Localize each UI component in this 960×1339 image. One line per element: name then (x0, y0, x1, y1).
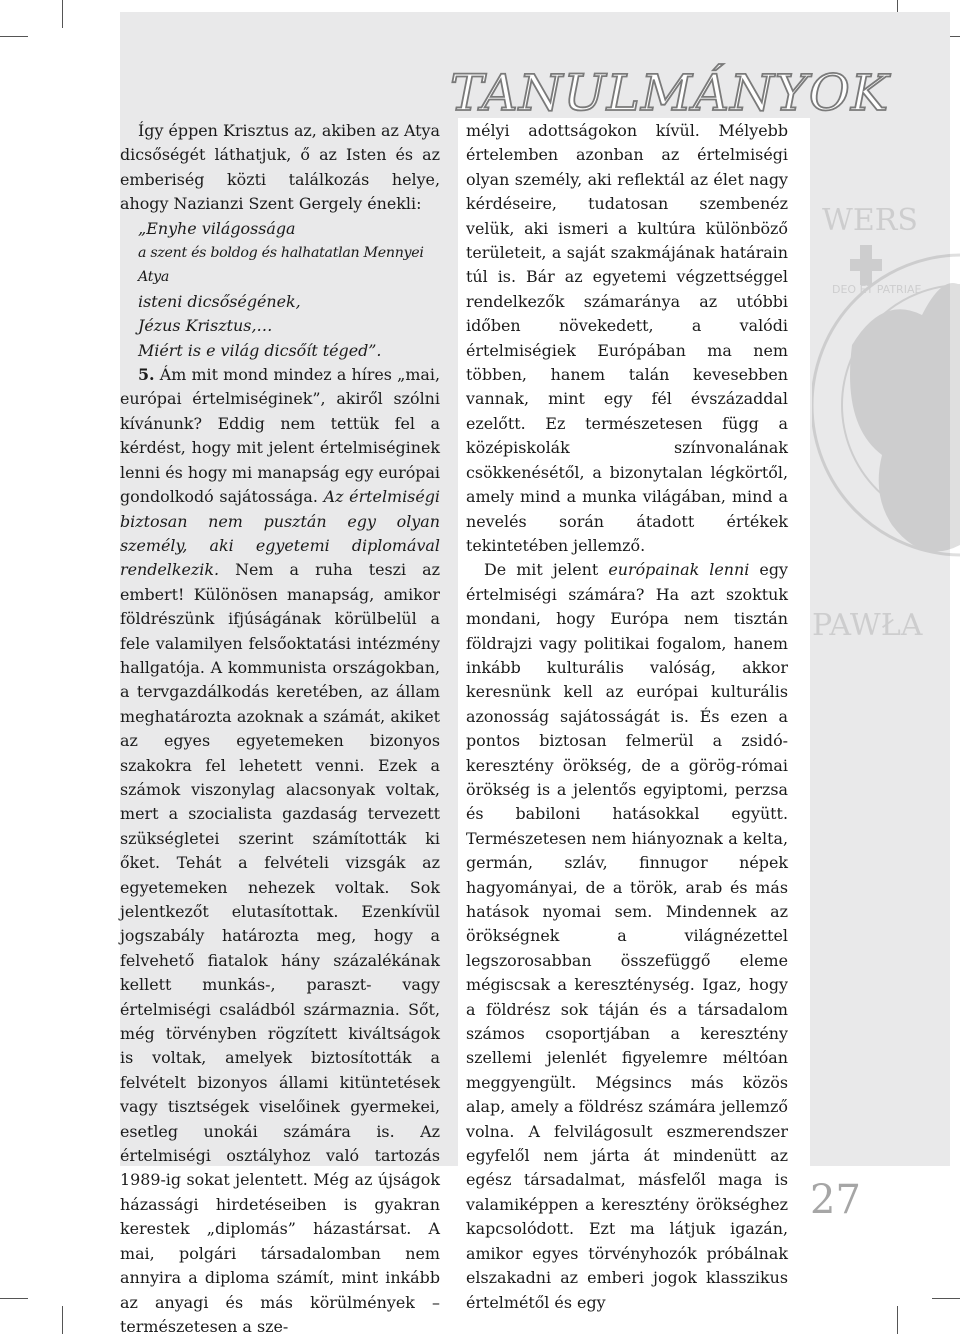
section-title: TANULMÁNYOK (450, 64, 890, 122)
poem-quote (138, 217, 440, 363)
left-text-column (120, 119, 440, 1339)
intro-paragraph: Így éppen Krisztus az, akiben az Atya dicsőségét láthatjuk, ő az Isten és az emberiség közti találkozás helye, ahogy Nazianzi Szent Gergely énekli: (120, 121, 440, 214)
crop-mark (0, 36, 28, 37)
body-paragraph: mélyi adottságokon kívül. Mélyebb értelemben azonban az értelmiségi olyan személy, aki reflektál az élet nagy kérdéseire, tudatosan szembenéz velük, aki ismeri a kultúra különböző területeit, a saját szakmájának határain túl is. Bár az egyetemi végzettséggel rendelkezők számaránya az utóbbi időben növekedett, a valódi értelmiségiek Európában ma nem többen, hanem talán kevesebben vannak, mint egy fél évszázaddal ezelőtt. Ez természetesen függ a középiskolák színvonalának csökkenésétől, a bizonytalan légkörtől, amely mind a munka világában, mind a nevelés során átadott értékek tekintetében jellemző. (466, 121, 788, 555)
right-text-column (466, 119, 788, 1315)
crop-mark (932, 1298, 960, 1299)
watermark-motto: DEO ET PATRIAE (832, 283, 922, 296)
watermark-text-top: WERS (822, 203, 918, 238)
body-italic-text: európainak lenni (608, 560, 750, 580)
body-text-continued: egy értelmiségi számára? Ha azt szoktuk mondani, hogy Európa nem tisztán földrajzi vagy politikai fogalom, hanem inkább kulturális valóság, akkor keresnünk kell az európai kulturális azonosság sajátosságát is. És ezen a pontos biztosan felmerül a zsidó-keresztény örökség, de a görög-római örökség is a jelentős egyiptomi, perzsa és babiloni hatásokkal együtt. Természetesen nem hiányoznak a kelta, germán, szláv, finnugor népek hagyományai, de a török, arab és más hatások nyomai sem. Mindennek az örökségnek a világnézettel legszorosabban összefüggő eleme mégiscsak a kereszténység. Igaz, hogy a földrész sok táján és a társadalom számos csoportjában a keresztény szellemi jelenlét figyelemre méltóan meggyengült. Mégsincs más közös alap, amely a földrész számára jellemző volna. A felvilágosult eszmerendszer egyfelől nem járta át mindenütt az egész társadalmat, másfelől maga is valamiképpen a keresztény örökséghez kapcsolódott. Ezt ma látjuk igazán, amikor egyes törvényhozók próbálnak elszakadni az emberi jogok klasszikus értelmétől és egy (466, 560, 788, 1312)
crop-mark (0, 1298, 28, 1299)
poem-line: Miért is e világ dicsőít téged”. (138, 340, 382, 360)
section-italic-text: Az értelmiségi biztosan nem pusztán egy olyan személy, aki egyetemi diplomával rendelkezik. (120, 487, 440, 580)
section-text-continued: Nem a ruha teszi az embert! Különösen manapság, amikor földrészünk ifjúságának körülbelül a fele valamilyen felsőoktatási intézmény hallgatója. A kommunista országokban, a tervgazdálkodás keretében, az állam meghatározta azoknak a számát, akiket az egyes egyetemeken bizonyos szakokra fel lehetett venni. Ezek a számok viszonylag alacsonyak voltak, mert a szocialista gazdaság tervezett szükségletei szerint számították ki őket. Tehát a felvételi vizsgák az egyetemeken nehezek voltak. Sok jelentkezőt elutasítottak. Ezenkívül jogszabály határozta meg, hogy a felvehető fiatalok hány százalékának kellett munkás-, paraszt- vagy értelmiségi családból származnia. Sőt, még törvényben rögzített kiváltságok is voltak, amelyek biztosították a felvételt bizonyos állami kitüntetések vagy tisztségek viselőinek gyermekei, esetleg unokái számára is. Az értelmiségi osztályhoz való tartozás 1989-ig sokat jelentett. Még az újságok házassági hirdetéseiben is gyakran kerestek „diplomás” házastársat. A mai, polgári társadalomban nem annyira a diploma számít, mint inkább az anyagi és más körülmények – természetesen a sze- (120, 560, 440, 1336)
body-text: De mit jelent (484, 560, 609, 580)
section-5-paragraph (120, 363, 440, 1339)
section-text: Ám mit mond mindez a híres „mai, európai értelmiséginek”, akiről szólni kívánunk? Eddig nem tettük fel a kérdést, hogy mit jelent értelmiséginek lenni és hogy mi manapság egy európai gondolkodó sajátossága. (120, 365, 440, 507)
page-number: 27 (810, 1177, 861, 1223)
poem-line: „Enyhe világossága (138, 218, 296, 238)
poem-line: isteni dicsőségének, (138, 291, 301, 311)
eagle-emblem-watermark (812, 165, 960, 685)
poem-line: Jézus Krisztus,… (138, 316, 273, 336)
watermark-text-bottom: PAWŁA (812, 608, 923, 643)
crop-mark (62, 0, 63, 28)
crop-mark (897, 1306, 898, 1334)
poem-line: a szent és boldog és halhatatlan Mennyei Atya (138, 245, 424, 286)
body-paragraph-2 (466, 558, 788, 1315)
crop-mark (62, 1306, 63, 1334)
section-number: 5. (138, 365, 155, 385)
